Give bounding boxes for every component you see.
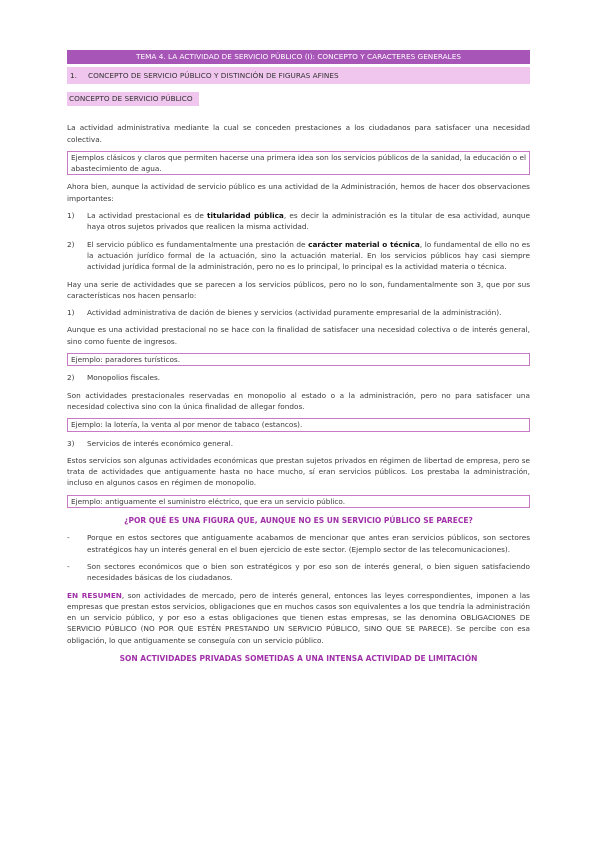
section-number: 1. (70, 71, 77, 80)
summary-paragraph (67, 590, 530, 646)
observation-1-post: , es decir la administración es la titular de esa actividad, aunque haya otros sujetos privados que realicen la misma actividad. (87, 211, 530, 232)
summary-lead: EN RESUMEN (67, 590, 122, 600)
document-content (67, 50, 530, 664)
section-title: CONCEPTO DE SERVICIO PÚBLICO Y DISTINCIÓN DE FIGURAS AFINES (88, 71, 339, 80)
conclusion-heading: SON ACTIVIDADES PRIVADAS SOMETIDAS A UNA INTENSA ACTIVIDAD DE LIMITACIÓN (119, 653, 478, 663)
observation-item-1 (67, 210, 530, 233)
observation-2-post: , lo fundamental de ello no es la actuación jurídico formal de la actuación, sino la actuación material. En los servicios públicos hay casi siempre actividad jurídica formal de la administración, pero no es lo principal, lo principal es la actividad materia o técnica. (87, 239, 530, 272)
observation-text-1 (87, 210, 530, 233)
observation-1-bold: titularidad pública (207, 211, 284, 221)
figure-item-3 (67, 438, 530, 449)
section-heading (67, 67, 530, 84)
observation-item-2 (67, 239, 530, 273)
figure-3-paragraph: Estos servicios son algunas actividades económicas que prestan sujetos privados en régimen de libertad de empresa, pero se trata de actividades que antiguamente hasta no hace mucho, sí eran servicios públicos. Los prestaba la administración, incluso en algunos casos en régimen de monopolio. (67, 455, 530, 488)
question-heading: ¿POR QUÉ ES UNA FIGURA QUE, AUNQUE NO ES UN SERVICIO PÚBLICO SE PARECE? (124, 516, 473, 526)
example-box-3: Ejemplo: la lotería, la venta al por menor de tabaco (estancos). (67, 418, 530, 431)
figure-number-2: 2) (67, 373, 75, 383)
definition-paragraph: La actividad administrativa mediante la cual se conceden prestaciones a los ciudadanos para satisfacer una necesidad colectiva. (67, 123, 530, 144)
observation-text-2 (87, 239, 530, 273)
observation-1-pre: La actividad prestacional es de (87, 211, 207, 221)
observations-intro: Ahora bien, aunque la actividad de servicio público es una actividad de la Administración, hemos de hacer dos observaciones importantes: (67, 182, 530, 203)
similar-figures-intro: Hay una serie de actividades que se parecen a los servicios públicos, pero no lo son, fundamentalmente son 3, que por sus características nos hacen pensarlo: (67, 279, 530, 300)
figure-number-3: 3) (67, 438, 75, 448)
observation-number-1: 1) (67, 211, 75, 221)
figure-1-paragraph: Aunque es una actividad prestacional no se hace con la finalidad de satisfacer una necesidad colectiva o de interés general, sino como fuente de ingresos. (67, 325, 530, 346)
subsection-heading: CONCEPTO DE SERVICIO PÚBLICO (67, 92, 199, 106)
figure-2-paragraph: Son actividades prestacionales reservadas en monopolio al estado o a la administración, pero no para satisfacer una necesidad colectiva sino con la única finalidad de allegar fondos. (67, 390, 530, 411)
figure-title-2: Monopolios fiscales. (87, 373, 161, 383)
bullet-item-1 (67, 532, 530, 555)
bullet-text-2: Son sectores económicos que o bien son estratégicos y por eso son de interés general, o bien siguen satisfaciendo necesidades básicas de los ciudadanos. (87, 561, 530, 583)
bullet-item-2 (67, 561, 530, 584)
figure-title-3: Servicios de interés económico general. (87, 438, 234, 448)
example-box-4: Ejemplo: antiguamente el suministro eléctrico, que era un servicio público. (67, 495, 530, 508)
bullet-dash-1: - (67, 533, 70, 543)
example-box-1: Ejemplos clásicos y claros que permiten hacerse una primera idea son los servicios públicos de la sanidad, la educación o el abastecimiento de agua. (67, 151, 530, 176)
figure-number-1: 1) (67, 308, 75, 318)
page-title: TEMA 4. LA ACTIVIDAD DE SERVICIO PÚBLICO (I): CONCEPTO Y CARACTERES GENERALES (67, 50, 530, 64)
summary-text: , son actividades de mercado, pero de interés general, entonces las leyes correspondientes, imponen a las empresas que prestan estos servicios, obligaciones que en muchos casos son equivalentes a los que tendría la administración en un servicio público, y por eso a estas obligaciones que tienen estas empresas, se las denomina OBLIGACIONES DE SERVICIO PÚBLICO (NO POR QUE ESTÉN PRESTANDO UN SERVICIO PÚBLICO, SINO QUE SE PARECE). Se percibe con esa obligación, lo que antiguamente se conseguía con un servicio público. (67, 590, 530, 645)
bullet-text-1: Porque en estos sectores que antiguamente acabamos de mencionar que antes eran servicios públicos, son sectores estratégicos hay un interés general en el buen ejercicio de este sector. (Ejemplo sector de las telecomunicaciones). (87, 533, 530, 554)
figure-title-1: Actividad administrativa de dación de bienes y servicios (actividad puramente empresarial de la administración). (87, 308, 502, 318)
figure-item-2 (67, 372, 530, 383)
observation-number-2: 2) (67, 239, 75, 249)
observation-2-pre: El servicio público es fundamentalmente una prestación de (87, 239, 309, 249)
bullet-dash-2: - (67, 561, 70, 571)
figure-item-1 (67, 307, 530, 318)
example-box-2: Ejemplo: paradores turísticos. (67, 353, 530, 366)
observation-2-bold: carácter material o técnica (308, 239, 420, 249)
